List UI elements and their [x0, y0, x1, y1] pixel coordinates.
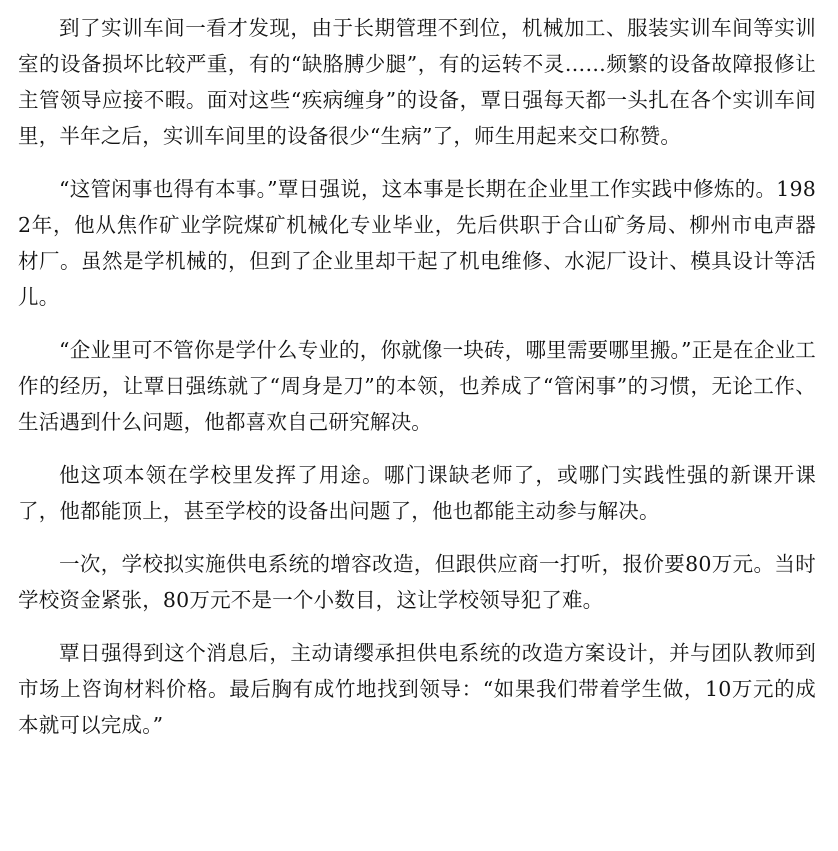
paragraph: 一次，学校拟实施供电系统的增容改造，但跟供应商一打听，报价要80万元。当时学校资金紧张，80万元不是一个小数目，这让学校领导犯了难。	[18, 552, 816, 612]
paragraph: 他这项本领在学校里发挥了用途。哪门课缺老师了，或哪门实践性强的新课开课了，他都能顶上，甚至学校的设备出问题了，他也都能主动参与解决。	[18, 463, 816, 523]
paragraph: 到了实训车间一看才发现，由于长期管理不到位，机械加工、服装实训车间等实训室的设备损坏比较严重，有的“缺胳膊少腿”，有的运转不灵……频繁的设备故障报修让主管领导应接不暇。面对这些“疾病缠身”的设备，覃日强每天都一头扎在各个实训车间里，半年之后，实训车间里的设备很少“生病”了，师生用起来交口称赞。	[18, 16, 816, 148]
paragraph: 覃日强得到这个消息后，主动请缨承担供电系统的改造方案设计，并与团队教师到市场上咨询材料价格。最后胸有成竹地找到领导：“如果我们带着学生做，10万元的成本就可以完成。”	[18, 641, 816, 737]
paragraph: “这管闲事也得有本事。”覃日强说，这本事是长期在企业里工作实践中修炼的。1982年，他从焦作矿业学院煤矿机械化专业毕业，先后供职于合山矿务局、柳州市电声器材厂。虽然是学机械的，但到了企业里却干起了机电维修、水泥厂设计、模具设计等活儿。	[18, 177, 816, 309]
paragraph: “企业里可不管你是学什么专业的，你就像一块砖，哪里需要哪里搬。”正是在企业工作的经历，让覃日强练就了“周身是刀”的本领，也养成了“管闲事”的习惯，无论工作、生活遇到什么问题，他都喜欢自己研究解决。	[18, 338, 816, 434]
